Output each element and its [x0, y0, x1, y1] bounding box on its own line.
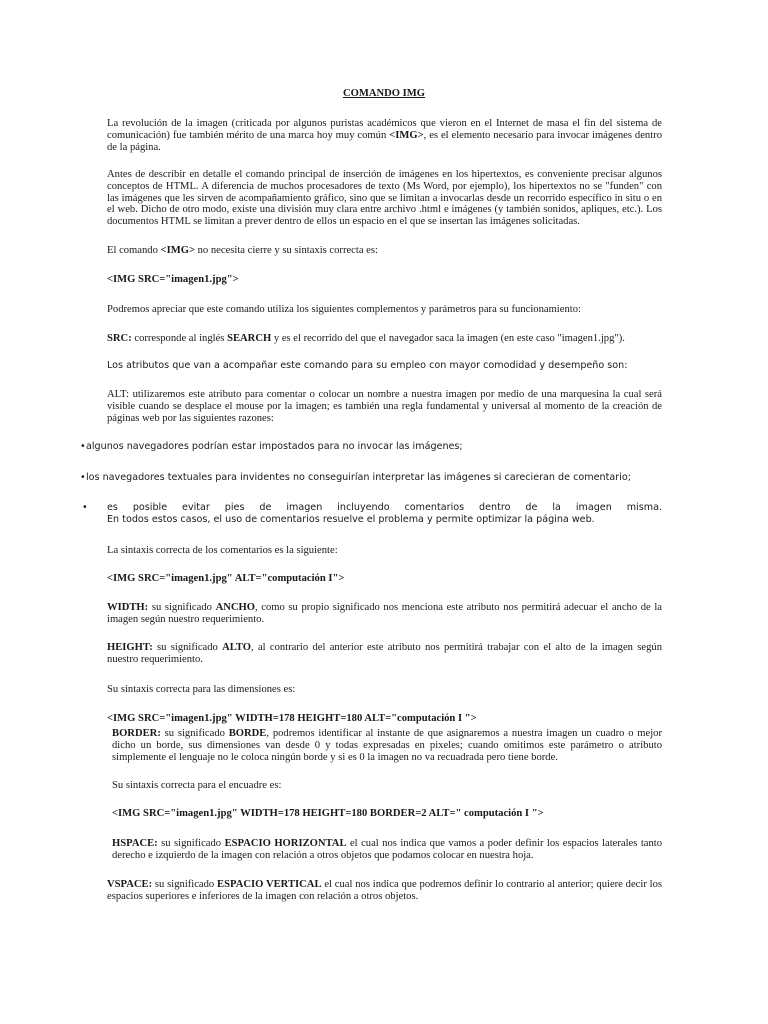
text: su significado [152, 642, 223, 653]
text: El comando [107, 245, 161, 256]
term: VSPACE: [107, 879, 153, 890]
paragraph-syntax-intro [107, 245, 662, 257]
term: SEARCH [227, 333, 272, 344]
text: y es el recorrido del que el navegador saca la imagen (en este caso "imagen1.jpg"). [271, 333, 625, 344]
list-item-text: es posible evitar pies de imagen incluyendo comentarios dentro de la imagen misma. [107, 502, 662, 513]
text: su significado [152, 879, 218, 890]
paragraph-width [107, 602, 662, 626]
code-example-2: <IMG SRC="imagen1.jpg" ALT="computación I"> [107, 573, 345, 584]
text: el cual nos indica que podremos definir lo contrario al anterior; quiere decir los espacios superiores e inferiores de la imagen con relación a otros objetos. [107, 879, 663, 902]
text: no necesita cierre y su sintaxis correcta es: [194, 245, 378, 256]
term: ESPACIO HORIZONTAL [224, 838, 347, 849]
term: ANCHO [215, 602, 255, 613]
code-example-3: <IMG SRC="imagen1.jpg" WIDTH=178 HEIGHT=180 ALT="computación I "> [107, 713, 477, 724]
text: La revolución de la imagen (criticada por algunos puristas académicos que vieron en el Internet de masa el fin del sistema de comunicación) fue también mérito de una marca hoy muy común [107, 118, 662, 141]
paragraph-alt: ALT: utilizaremos este atributo para comentar o colocar un nombre a nuestra imagen por medio de una marquesina la cual será visible cuando se desplace el mouse por la imagen; es también una regla fundamental y universal al momento de la creación de páginas web por las siguientes razones: [107, 389, 662, 424]
paragraph-border [112, 728, 662, 763]
code-example-1: <IMG SRC="imagen1.jpg"> [107, 274, 239, 285]
term: HSPACE: [112, 838, 158, 849]
term: ESPACIO VERTICAL [217, 879, 322, 890]
img-tag: <IMG> [160, 245, 195, 256]
text: , al contrario del anterior este atributo nos permitirá trabajar con el alto de la imagen según nuestro requerimiento. [107, 642, 663, 665]
term: SRC: [107, 333, 132, 344]
list-item-text: los navegadores textuales para invidentes no conseguirían interpretar las imágenes si carecieran de comentario; [86, 472, 631, 483]
bullet-icon: • [80, 472, 86, 483]
text: su significado [157, 838, 225, 849]
paragraph-hspace [112, 838, 662, 862]
text: el cual nos indica que vamos a poder definir los espacios laterales tanto derecho e izquierdo de la imagen con relación a otros objetos que podamos colocar en nuestra hoja. [112, 838, 662, 861]
text: , es el elemento necesario para invocar imágenes dentro de la página. [107, 129, 662, 153]
term: BORDER: [112, 728, 161, 739]
paragraph-src [107, 333, 662, 345]
term: HEIGHT: [107, 642, 153, 653]
paragraph-html-concepts: Antes de describir en detalle el comando principal de inserción de imágenes en los hipertextos, es conveniente precisar algunos conceptos de HTML. A diferencia de muchos procesadores de texto (Ms Word, por ejemplo), los hipertextos no se "funden" con las imágenes que les sirven de acompañamiento gráfico, sino que se limitan a invocarlas desde un recorrido específico in situ o en el web. Dicho de otro modo, existe una división muy clara entre archivo .html e imágenes (y también sonidos, apliques, etc.). Los documentos HTML se limitan a prever dentro de ellos un espacio en el que se insertan las imágenes solicitadas. [107, 169, 662, 228]
text: , como su propio significado nos menciona este atributo nos permitirá adecuar el ancho de la imagen según nuestro requerimiento. [107, 602, 663, 625]
list-item-text: algunos navegadores podrían estar impostados para no invocar las imágenes; [86, 441, 463, 452]
code-example-4: <IMG SRC="imagen1.jpg" WIDTH=178 HEIGHT=180 BORDER=2 ALT=" computación I "> [112, 808, 544, 819]
list-item-text: En todos estos casos, el uso de comentarios resuelve el problema y permite optimizar la página web. [107, 514, 595, 525]
list-item [80, 472, 662, 484]
paragraph-params-intro: Podremos apreciar que este comando utiliza los siguientes complementos y parámetros para su funcionamiento: [107, 304, 581, 315]
term: ALTO [222, 642, 251, 653]
paragraph-intro [107, 118, 662, 153]
paragraph-comments-syntax: La sintaxis correcta de los comentarios es la siguiente: [107, 545, 338, 556]
img-tag: <IMG> [389, 129, 424, 141]
text: corresponde al inglés [131, 333, 228, 344]
paragraph-border-syntax: Su sintaxis correcta para el encuadre es: [112, 780, 282, 791]
text: su significado [148, 602, 216, 613]
text: , podremos identificar al instante de que asignaremos a nuestra imagen un cuadro o mejor dicho un borde, sus dimensiones van desde 0 y todas expresadas en pixeles; cuando omitimos este parámetro o atributo simplemente el lenguaje no le coloca ningún borde y si es 0 la imagen no va recuadrada pero tiene borde. [112, 728, 663, 763]
bullet-icon: • [80, 441, 86, 452]
paragraph-height [107, 642, 662, 666]
paragraph-attributes-intro: Los atributos que van a acompañar este comando para su empleo con mayor comodidad y desempeño son: [107, 360, 628, 371]
paragraph-vspace [107, 879, 662, 903]
document-title: COMANDO IMG [342, 88, 426, 99]
text: su significado [160, 728, 229, 739]
term: BORDE [228, 728, 267, 739]
list-item [80, 441, 662, 453]
bullet-icon: • [82, 502, 88, 513]
term: WIDTH: [107, 602, 149, 613]
paragraph-dimensions-syntax: Su sintaxis correcta para las dimensiones es: [107, 684, 296, 695]
